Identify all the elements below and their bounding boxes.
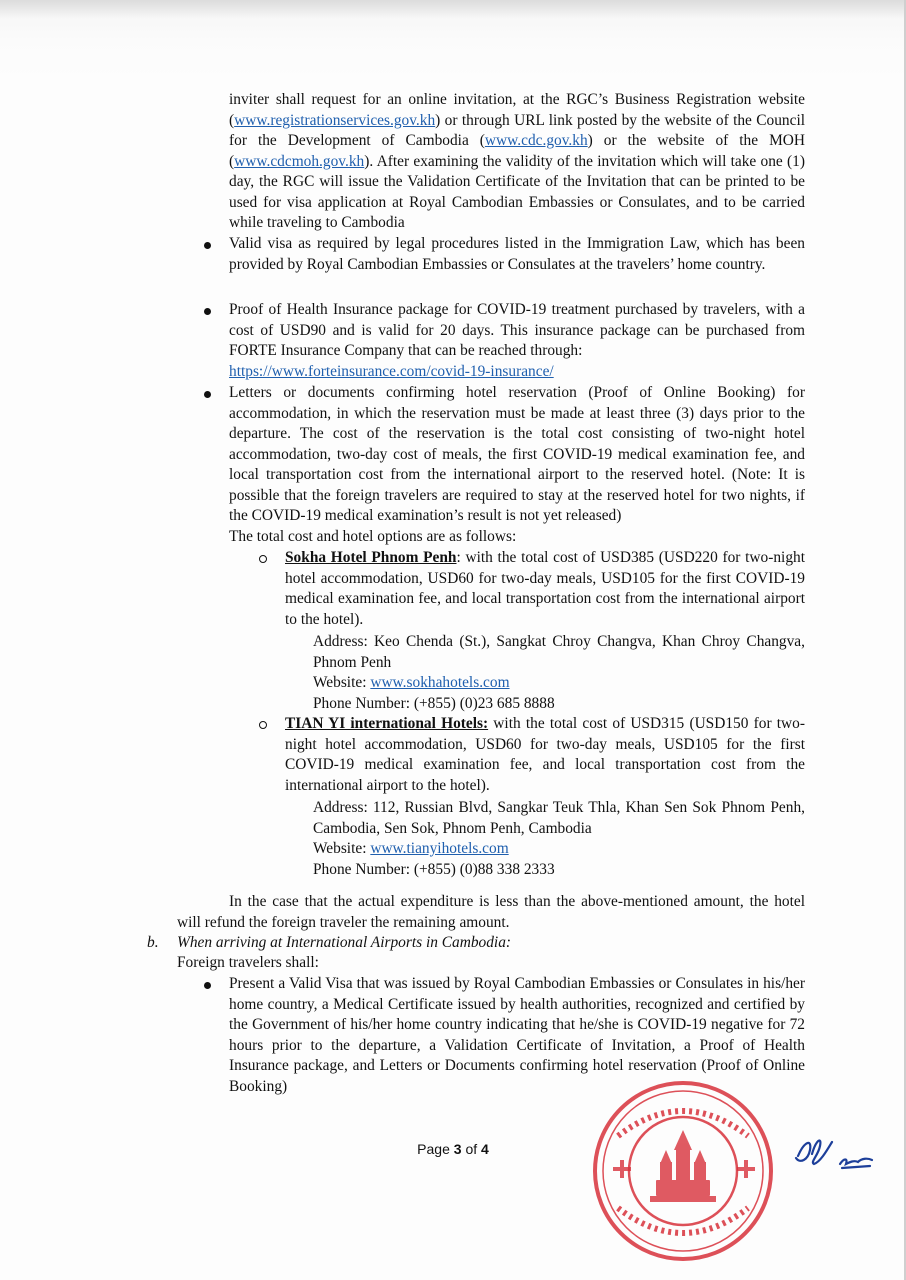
bullet-visa-text: Valid visa as required by legal procedures listed in the Immigration Law, which has been provided by Royal Cambodian Embassies or Consulates at the travelers’ home country. xyxy=(229,235,805,273)
forte-link-line xyxy=(229,362,805,383)
hotel-tianyi-website-line xyxy=(313,839,805,860)
bullet-hotel-text: Letters or documents confirming hotel reservation (Proof of Online Booking) for accommodation, in which the reservation must be made at least three (3) days prior to the departure. The cost of the reservation is the total cost consisting of two-night hotel accommodation, two-day cost of meals, the first COVID-19 medical examination fee, and local transportation cost from the international airport to the reserved hotel. (Note: It is possible that the foreign travelers are required to stay at the reserved hotel for two nights, if the COVID-19 medical examination’s result is not yet released) xyxy=(229,384,805,524)
bullet-marker xyxy=(204,391,211,398)
sub-bullet-marker xyxy=(259,555,267,563)
official-stamp-icon xyxy=(588,1076,778,1266)
footer-middle: of xyxy=(461,1141,482,1157)
hotel-tianyi-name: TIAN YI international Hotels: xyxy=(285,715,489,732)
sub-bullet-marker xyxy=(259,721,267,729)
bullet-hotel-reservation xyxy=(229,383,805,547)
intro-pre: inviter shall request for an online invitation, at the RGC’s Business Registration website ( xyxy=(229,91,805,129)
hotel-tianyi-desc: with the total cost of USD315 (USD150 for two-night hotel accommodation, USD60 for two-day meals, USD105 for the first COVID-19 medical examination fee, and local transportation cost from the international airport to the hotel). xyxy=(285,715,805,794)
section-b-heading xyxy=(147,933,807,954)
hotel-tianyi xyxy=(285,714,805,796)
website-label: Website: xyxy=(313,674,371,691)
hotel-sokha-website-line xyxy=(313,673,805,694)
intro-paragraph xyxy=(229,90,805,234)
refund-paragraph xyxy=(177,892,805,933)
cdc-link[interactable]: www.cdc.gov.kh xyxy=(484,132,588,149)
footer-current-page: 3 xyxy=(453,1141,462,1157)
registration-link[interactable]: www.registrationservices.gov.kh xyxy=(234,111,436,129)
section-b-title: When arriving at International Airports in Cambodia: xyxy=(177,934,512,951)
intro-text xyxy=(229,90,805,234)
intro-mid1: ) or through URL link posted by the website of the Council for the Development of Cambodia ( xyxy=(229,111,805,149)
hotel-tianyi-text xyxy=(285,714,805,796)
signature-icon xyxy=(790,1128,876,1176)
footer-total-pages: 4 xyxy=(481,1141,489,1157)
total-cost-intro: The total cost and hotel options are as follows: xyxy=(229,527,517,545)
scan-shadow xyxy=(0,0,906,18)
bullet-marker xyxy=(204,308,211,315)
forte-link[interactable]: https://www.forteinsurance.com/covid-19-insurance/ xyxy=(229,362,554,380)
hotel-tianyi-details xyxy=(313,798,805,880)
hotel-tianyi-phone: Phone Number: (+855) (0)88 338 2333 xyxy=(313,860,555,878)
bullet-insurance xyxy=(229,300,805,382)
bullet-present-visa-text: Present a Valid Visa that was issued by Royal Cambodian Embassies or Consulates in his/her home country, a Medical Certificate issued by health authorities, recognized and certified by the Government of his/her home country indicating that he/she is COVID-19 negative for 72 hours prior to the departure, a Validation Certificate of Invitation, a Proof of Health Insurance package, and Letters or Documents confirming hotel reservation (Proof of Online Booking) xyxy=(229,975,805,1095)
bullet-marker xyxy=(204,242,211,249)
hotel-sokha-desc: : with the total cost of USD385 (USD220 for two-night hotel accommodation, USD60 for two-day meals, USD105 for the first COVID-19 medical examination fee, and local transportation cost from the international airport to the hotel). xyxy=(285,549,805,628)
bullet-visa xyxy=(229,234,805,275)
hotel-sokha-phone: Phone Number: (+855) (0)23 685 8888 xyxy=(313,694,555,712)
bullet-marker xyxy=(204,982,211,989)
intro-post: ). After examining the validity of the invitation which will take one (1) day, the RGC will issue the Validation Certificate of the Invitation that can be printed to be used for visa application at Royal Cambodian Embassies or Consulates, and to be carried while traveling to Cambodia xyxy=(229,152,805,231)
section-b-marker: b. xyxy=(147,934,159,951)
hotel-sokha-name: Sokha Hotel Phnom Penh xyxy=(285,549,457,566)
website-label: Website: xyxy=(313,840,371,857)
refund-text: In the case that the actual expenditure is less than the above-mentioned amount, the hotel will refund the foreign traveler the remaining amount. xyxy=(177,893,805,931)
sokha-website-link[interactable]: www.sokhahotels.com xyxy=(370,674,510,691)
section-b-lead xyxy=(177,953,797,974)
hotel-sokha-details xyxy=(313,632,805,714)
footer-prefix: Page xyxy=(417,1141,454,1157)
tianyi-website-link[interactable]: www.tianyihotels.com xyxy=(370,840,509,857)
intro-mid2: ) or the website of the MOH ( xyxy=(229,132,806,170)
hotel-tianyi-address: Address: 112, Russian Blvd, Sangkar Teuk Thla, Khan Sen Sok Phnom Penh, Cambodia, Sen Sok, Phnom Penh, Cambodia xyxy=(313,799,805,837)
hotel-sokha xyxy=(285,548,805,630)
moh-link[interactable]: www.cdcmoh.gov.kh xyxy=(234,152,365,170)
hotel-sokha-text xyxy=(285,548,805,630)
bullet-insurance-text: Proof of Health Insurance package for COVID-19 treatment purchased by travelers, with a cost of USD90 and is valid for 20 days. This insurance package can be purchased from FORTE Insurance Company that can be reached through: xyxy=(229,301,805,359)
section-b-lead-text: Foreign travelers shall: xyxy=(177,954,319,971)
hotel-sokha-address: Address: Keo Chenda (St.), Sangkat Chroy Changva, Khan Chroy Changva, Phnom Penh xyxy=(313,633,805,671)
